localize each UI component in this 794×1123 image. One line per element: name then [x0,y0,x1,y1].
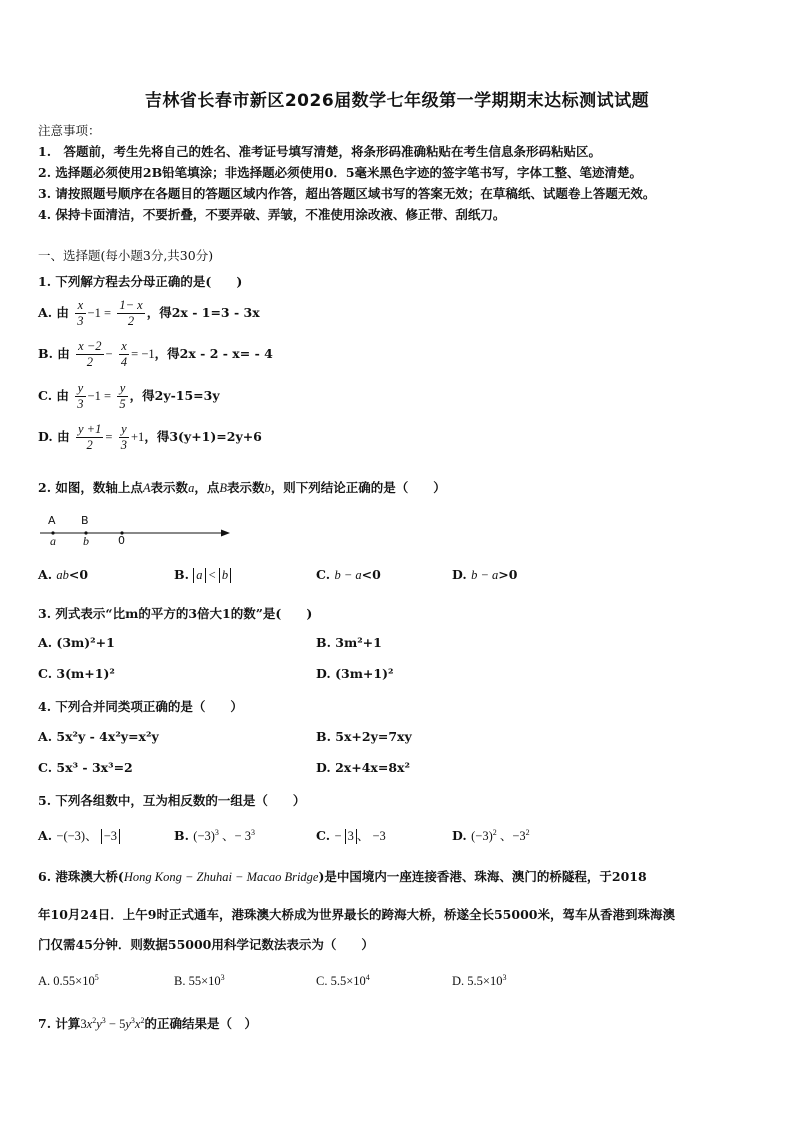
q5-option-b: B. $(-3)^3$ 、− $3^3$ [174,827,255,843]
q6-b-base: B. 55×10 [174,974,221,989]
fraction: $\frac{y}{3}$ [120,422,127,452]
q1-b-result: ，得2x - 2 - x= - 4 [154,346,273,361]
q4-option-c: C. 5x³ - 3x³=2 [38,760,133,775]
point-b-label: B [219,481,227,495]
nl-val-a: a [50,534,56,548]
q4-option-d: D. 2x+4x=8x² [316,760,410,775]
q5-option-d: D. $(-3)^2$ 、$-3^2$ [452,827,530,843]
notice-heading: 注意事项： [38,123,101,138]
q3-option-c: C. 3(m+1)² [38,666,115,681]
q5-stem: 5. 下列各组数中，互为相反数的一组是（ ） [38,793,306,808]
q6-stem-line3: 门仅需45分钟．则数据55000用科学记数法表示为（ ） [38,937,374,952]
q6-stem-part: 6. 港珠澳大桥( [38,869,124,884]
fraction: $\frac{x}{4}$ [120,339,128,369]
q6-b-exp: 3 [220,973,225,982]
q5-option-a: A. −(−3)、 −3 [38,826,120,844]
bridge-name: Hong Kong − Zhuhai − Macao Bridge [123,870,319,884]
q6-stem-line1 [38,867,647,885]
q2-option-c: C. b − a<0 [316,567,381,582]
nl-label-b: B [81,514,89,527]
page-title: 吉林省长春市新区2026届数学七年级第一学期期末达标测试试题 [144,91,650,111]
q6-stem-line2: 年10月24日．上午9时正式通车，港珠澳大桥成为世界最长的跨海大桥，桥遂全长55000米，驾车从香港到珠海澳 [38,907,675,922]
q1-c-prefix: C. 由 [38,388,69,403]
number-line-svg [40,514,240,550]
section-heading: 一、选择题(每小题3分,共30分) [38,248,214,263]
q2-stem-part: ，点 [194,480,220,495]
q4-stem: 4. 下列合并同类项正确的是（ ） [38,699,243,714]
q2-stem-part: ，则下列结论正确的是（ ） [270,480,446,495]
q1-c-result: ，得2y-15=3y [129,388,220,403]
arrow-icon [221,530,230,537]
q2-option-b: B. a < b [174,567,231,583]
q1-option-a: A. 由 $\frac{x}{3}$ −1 = $\frac{1- x}{2}$ ，得2x - 1=3 - 3x [38,298,260,328]
notice-item-4: 4. 保持卡面清洁，不要折叠，不要弄破、弄皱，不准使用涂改液、修正带、刮纸刀。 [38,207,506,222]
q1-d-result: ，得3(y+1)=2y+6 [144,429,262,444]
notice-item-2: 2. 选择题必须使用2B铅笔填涂；非选择题必须使用0．5毫米黑色字迹的签字笔书写，字体工整、笔迹清楚。 [38,165,643,180]
q1-d-prefix: D. 由 [38,429,70,444]
q2-a-expr: <0 [68,567,89,582]
option-label: B. [174,828,194,843]
q1-option-b: B. 由 $\frac{x -2}{2}$ − $\frac{x}{4}$ = −1，得2x - 2 - x= - 4 [38,339,273,369]
q1-stem: 1. 下列解方程去分母正确的是( ) [38,274,243,289]
q7-expression: $3x^2y^3 - 5y^3x^2$ [80,1015,145,1031]
fraction: $\frac{x -2}{2}$ [78,339,102,369]
q7-stem-part: 的正确结果是（ ） [144,1016,257,1031]
q7-stem-part: 7. 计算 [38,1016,81,1031]
q4-option-b: B. 5x+2y=7xy [316,729,412,744]
var-b: b [264,481,271,495]
fraction: $\frac{y}{5}$ [119,381,126,411]
q4-option-a: A. 5x²y - 4x²y=x²y [38,729,159,744]
q5-option-c: C. − 3 、 −3 [316,828,386,843]
point-a-label: A [142,481,151,495]
option-label: C. [316,828,335,843]
q1-a-prefix: A. 由 [38,305,69,320]
option-label: D. [452,567,472,582]
q1-b-prefix: B. 由 [38,346,70,361]
option-label: B. [174,567,194,582]
q2-stem-part: 表示数 [150,480,189,495]
q1-option-c: C. 由 $\frac{y}{3}$ −1 = $\frac{y}{5}$ ，得2y-15=3y [38,381,220,411]
q6-d-exp: 3 [502,973,507,982]
var-a: a [188,481,195,495]
fraction: $\frac{y}{3}$ [77,381,84,411]
q6-stem-part: )是中国境内一座连接香港、珠海、澳门的桥隧程，于2018 [318,869,647,884]
q2-stem-part: 2. 如图，数轴上点 [38,480,143,495]
q2-stem-part: 表示数 [226,480,265,495]
option-label: D. [452,828,472,843]
q6-a-exp: 5 [94,973,99,982]
nl-val-b: b [83,534,89,548]
q6-d-base: D. 5.5×10 [452,974,503,989]
q6-option-b [174,973,225,989]
q3-option-a: A. (3m)²+1 [38,635,115,650]
option-label: A. [38,567,57,582]
nl-zero: 0 [118,534,125,547]
q1-a-result: ，得2x - 1=3 - 3x [146,305,260,320]
option-label: A. [38,828,57,843]
q6-option-a [38,973,99,989]
number-line-figure [40,514,240,550]
fraction: $\frac{x}{3}$ [77,298,84,328]
q3-option-d: D. (3m+1)² [316,666,394,681]
nl-label-a: A [48,514,56,527]
q6-option-d [452,973,506,989]
q6-a-base: A. 0.55×10 [38,974,95,989]
q6-option-c [316,973,370,989]
fraction: $\frac{1- x}{2}$ [119,298,143,328]
q7-stem [38,1014,257,1032]
option-label: C. [316,567,335,582]
q2-c-expr: <0 [361,567,381,582]
q6-c-base: C. 5.5×10 [316,974,366,989]
q3-stem: 3. 列式表示“比m的平方的3倍大1的数”是( ) [38,606,313,621]
q6-c-exp: 4 [365,973,370,982]
notice-item-3: 3. 请按照题号顺序在各题目的答题区域内作答，超出答题区域书写的答案无效；在草稿纸、试题卷上答题无效。 [38,186,656,201]
notice-item-1: 1. 答题前，考生先将自己的姓名、准考证号填写清楚，将条形码准确粘贴在考生信息条形码粘贴区。 [38,144,602,159]
q3-option-b: B. 3m²+1 [316,635,382,650]
q2-option-a: A. ab<0 [38,567,89,582]
q2-option-d: D. b − a>0 [452,567,518,582]
q2-d-expr: >0 [498,567,518,582]
fraction: $\frac{y +1}{2}$ [77,422,102,452]
q2-stem [38,478,446,496]
q1-option-d: D. 由 $\frac{y +1}{2}$ = $\frac{y}{3}$ +1，得3(y+1)=2y+6 [38,422,262,452]
